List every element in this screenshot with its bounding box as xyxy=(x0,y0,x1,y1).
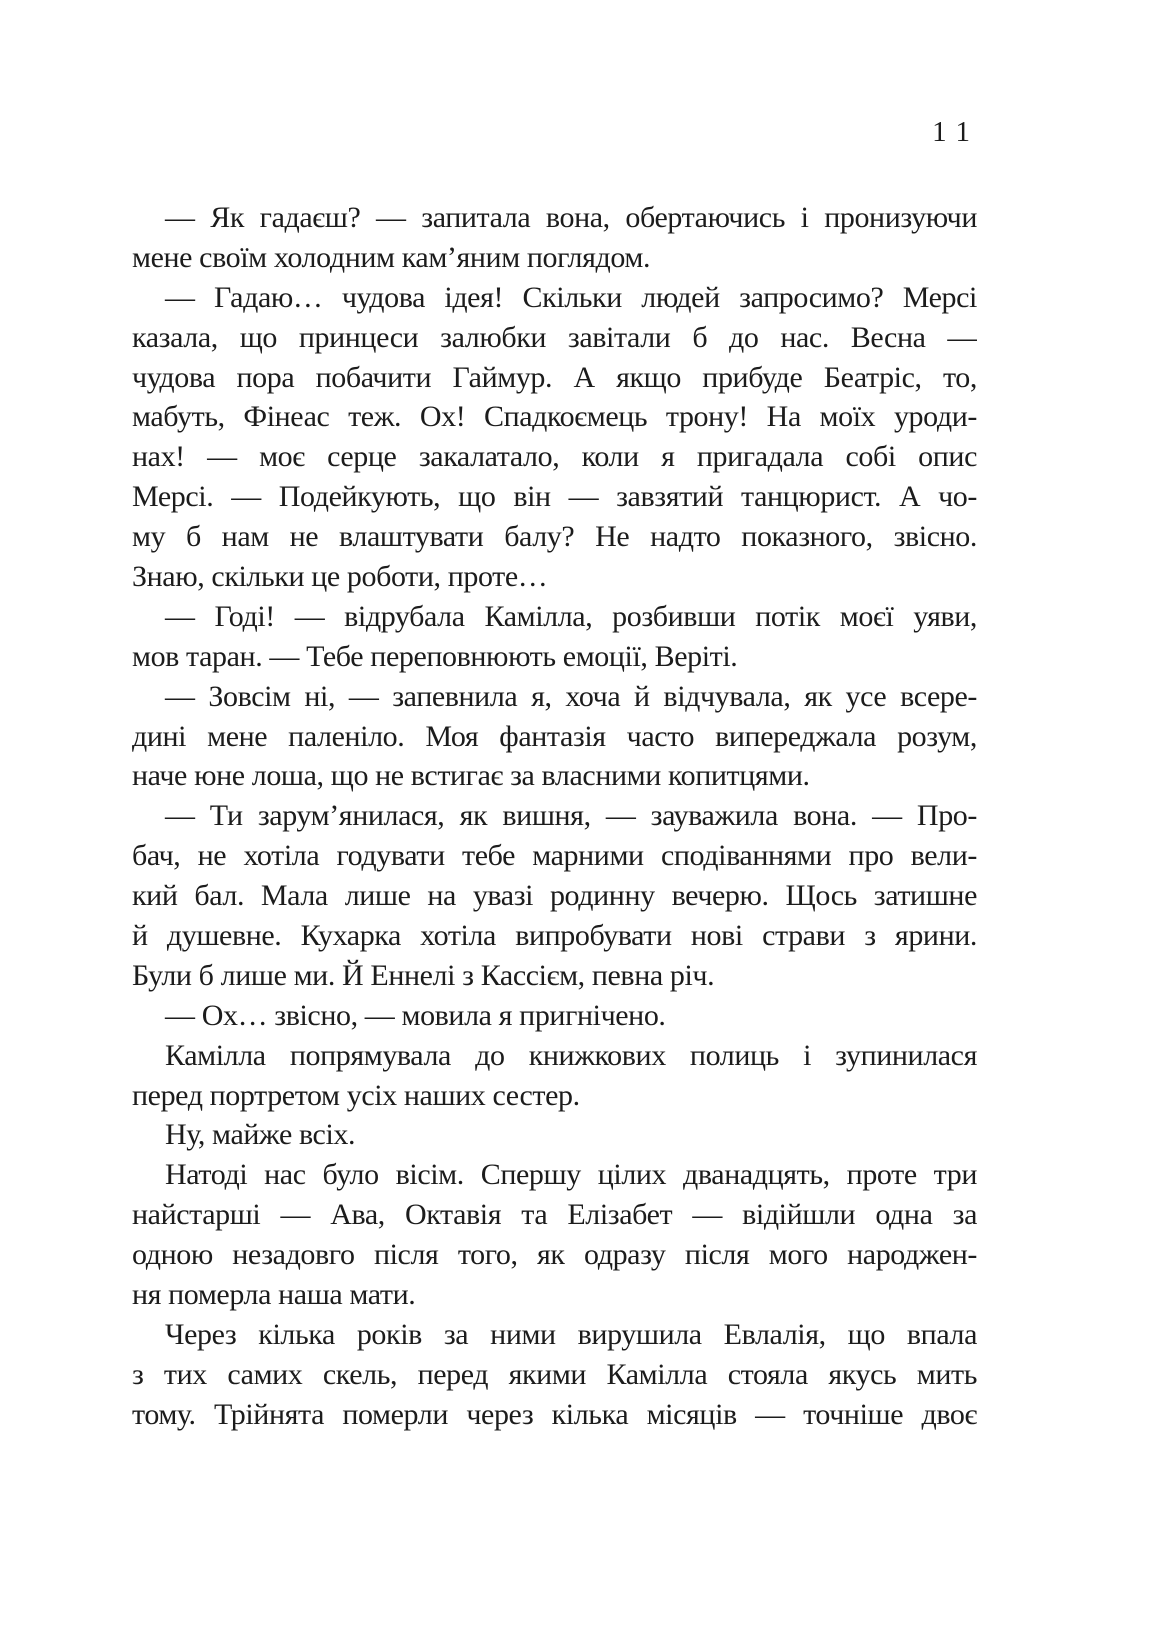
text-line: Знаю, скільки це роботи, проте… xyxy=(132,560,548,594)
text-line: Ну, майже всіх. xyxy=(165,1118,356,1152)
text-line: нах! — моє серце закалатало, коли я пригадала собі опис xyxy=(132,440,977,474)
text-line: мабуть, Фінеас теж. Ох! Спадкоємець трону! На моїх уроди- xyxy=(132,400,977,434)
text-line: — Зовсім ні, — запевнила я, хоча й відчувала, як усе всере- xyxy=(165,679,977,713)
text-line: одною незадовго після того, як одразу після мого народжен- xyxy=(132,1238,977,1272)
text-line: му б нам не влаштувати балу? Не надто показного, звісно. xyxy=(132,520,977,554)
text-line: Натоді нас було вісім. Спершу цілих дванадцять, проте три xyxy=(165,1158,977,1192)
text-line: — Годі! — відрубала Камілла, розбивши потік моєї уяви, xyxy=(165,599,977,633)
text-line: з тих самих скель, перед якими Камілла стояла якусь мить xyxy=(132,1357,977,1391)
text-line: Камілла попрямувала до книжкових полиць і зупинилася xyxy=(165,1038,977,1072)
text-line: — Ти зарум’янилася, як вишня, — зауважила вона. — Про- xyxy=(165,799,977,833)
text-line: мене своїм холодним кам’яним поглядом. xyxy=(132,240,651,274)
text-line: — Як гадаєш? — запитала вона, обертаючись і пронизуючи xyxy=(165,201,977,234)
text-line: Були б лише ми. Й Еннелі з Кассієм, певна річ. xyxy=(132,958,715,992)
text-line: казала, що принцеси залюбки завітали б до нас. Весна — xyxy=(132,320,977,354)
text-line: бач, не хотіла годувати тебе марними сподіваннями про вели- xyxy=(132,839,977,873)
text-line: — Ох… звісно, — мовила я пригнічено. xyxy=(165,998,666,1032)
text-line: тому. Трійнята померли через кілька місяців — точніше двоє xyxy=(132,1397,977,1431)
text-line: Мерсі. — Подейкують, що він — завзятий танцюрист. А чо- xyxy=(132,480,977,514)
text-line: найстарші — Ава, Октавія та Елізабет — відійшли одна за xyxy=(132,1198,977,1232)
text-line: кий бал. Мала лише на увазі родинну вечерю. Щось затишне xyxy=(132,879,977,913)
text-line: — Гадаю… чудова ідея! Скільки людей запросимо? Мерсі xyxy=(165,280,977,314)
text-line: перед портретом усіх наших сестер. xyxy=(132,1078,580,1112)
text-line: наче юне лоша, що не встигає за власними копитцями. xyxy=(132,759,810,793)
text-line: Через кілька років за ними вирушила Евлалія, що впала xyxy=(165,1317,977,1351)
text-line: чудова пора побачити Гаймур. А якщо прибуде Беатріс, то, xyxy=(132,360,977,394)
text-line: дині мене паленіло. Моя фантазія часто випереджала розум, xyxy=(132,719,977,753)
page-number: 11 xyxy=(932,116,980,148)
text-line: й душевне. Кухарка хотіла випробувати нові страви з ярини. xyxy=(132,919,977,953)
text-line: мов таран. — Тебе переповнюють емоції, Веріті. xyxy=(132,639,738,673)
page-text xyxy=(132,198,977,1435)
text-line: ня померла наша мати. xyxy=(132,1278,416,1312)
